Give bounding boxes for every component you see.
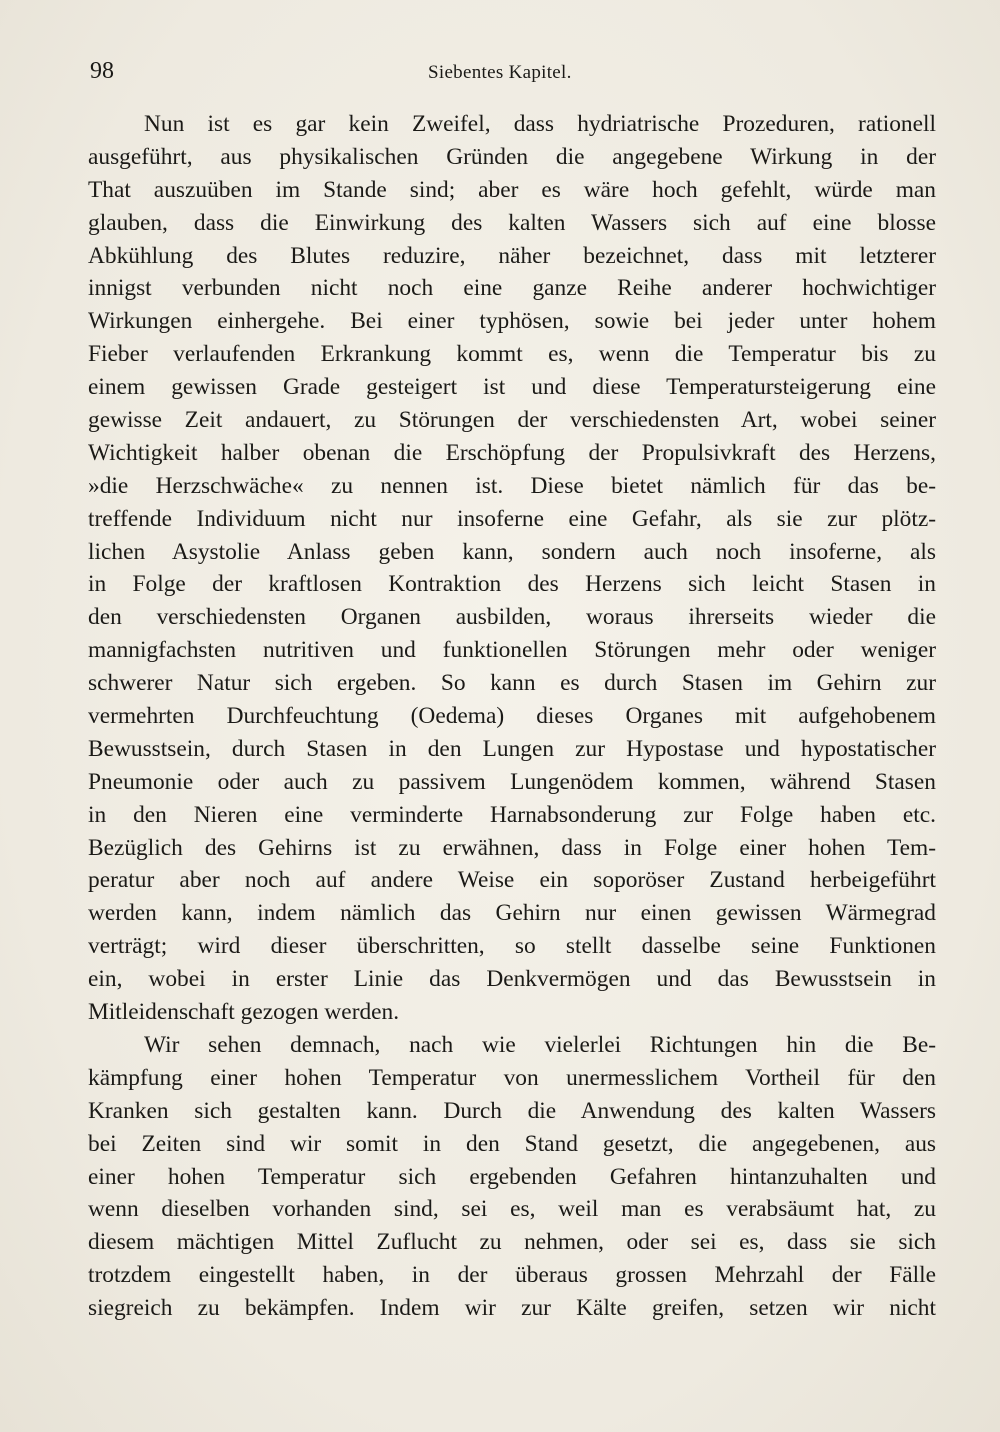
text-line: ein, wobei in erster Linie das Denkvermögen und das Bewusstsein in xyxy=(88,966,936,993)
page-number: 98 xyxy=(90,58,114,84)
text-line: lichen Asystolie Anlass geben kann, sondern auch noch insoferne, als xyxy=(88,538,936,565)
text-line: vermehrten Durchfeuchtung (Oedema) dieses Organes mit aufgehobenem xyxy=(88,703,936,730)
text-line: peratur aber noch auf andere Weise ein soporöser Zustand herbeigeführt xyxy=(88,867,936,894)
text-line: Mitleidenschaft gezogen werden. xyxy=(88,999,400,1026)
text-line: siegreich zu bekämpfen. Indem wir zur Kälte greifen, setzen wir nicht xyxy=(88,1295,936,1322)
text-line: verträgt; wird dieser überschritten, so stellt dasselbe seine Funktionen xyxy=(88,933,936,960)
text-line: Wirkungen einhergehe. Bei einer typhösen, sowie bei jeder unter hohem xyxy=(88,308,936,335)
text-line: treffende Individuum nicht nur insoferne eine Gefahr, als sie zur plötz- xyxy=(88,505,936,532)
text-line: Fieber verlaufenden Erkrankung kommt es, wenn die Temperatur bis zu xyxy=(88,341,936,368)
text-line: den verschiedensten Organen ausbilden, woraus ihrerseits wieder die xyxy=(88,604,936,631)
text-line: diesem mächtigen Mittel Zuflucht zu nehmen, oder sei es, dass sie sich xyxy=(88,1229,936,1256)
text-line: ausgeführt, aus physikalischen Gründen die angegebene Wirkung in der xyxy=(88,143,936,170)
text-line: einer hohen Temperatur sich ergebenden Gefahren hintanzuhalten und xyxy=(88,1163,936,1190)
text-line: Bewusstsein, durch Stasen in den Lungen zur Hypostase und hypostatischer xyxy=(88,735,936,762)
text-line: »die Herzschwäche« zu nennen ist. Diese bietet nämlich für das be- xyxy=(88,472,936,499)
text-line: kämpfung einer hohen Temperatur von unermesslichem Vortheil für den xyxy=(88,1064,936,1091)
text-line: bei Zeiten sind wir somit in den Stand gesetzt, die angegebenen, aus xyxy=(88,1130,936,1157)
text-line: Wir sehen demnach, nach wie vielerlei Richtungen hin die Be- xyxy=(144,1031,936,1058)
text-line: in Folge der kraftlosen Kontraktion des Herzens sich leicht Stasen in xyxy=(88,571,936,598)
text-line: Pneumonie oder auch zu passivem Lungenödem kommen, während Stasen xyxy=(88,768,936,795)
text-line: innigst verbunden nicht noch eine ganze Reihe anderer hochwichtiger xyxy=(88,275,936,302)
text-line: trotzdem eingestellt haben, in der überaus grossen Mehrzahl der Fälle xyxy=(88,1262,936,1289)
text-line: Wichtigkeit halber obenan die Erschöpfung der Propulsivkraft des Herzens, xyxy=(88,439,936,466)
text-line: mannigfachsten nutritiven und funktionellen Störungen mehr oder weniger xyxy=(88,637,936,664)
text-line: werden kann, indem nämlich das Gehirn nur einen gewissen Wärmegrad xyxy=(88,900,936,927)
chapter-title: Siebentes Kapitel. xyxy=(428,62,572,83)
text-line: That auszuüben im Stande sind; aber es wäre hoch gefehlt, würde man xyxy=(88,176,936,203)
text-line: Nun ist es gar kein Zweifel, dass hydriatrische Prozeduren, rationell xyxy=(144,111,936,137)
text-line: Abkühlung des Blutes reduzire, näher bezeichnet, dass mit letzterer xyxy=(88,242,936,269)
text-line: in den Nieren eine verminderte Harnabsonderung zur Folge haben etc. xyxy=(88,801,936,828)
text-line: glauben, dass die Einwirkung des kalten Wassers sich auf eine blosse xyxy=(88,209,936,236)
body-text xyxy=(88,108,936,1325)
text-line: wenn dieselben vorhanden sind, sei es, weil man es verabsäumt hat, zu xyxy=(88,1196,936,1223)
running-head xyxy=(90,58,930,88)
text-line: schwerer Natur sich ergeben. So kann es durch Stasen im Gehirn zur xyxy=(88,670,936,697)
text-line: einem gewissen Grade gesteigert ist und diese Temperatursteigerung eine xyxy=(88,374,936,401)
text-line: Bezüglich des Gehirns ist zu erwähnen, dass in Folge einer hohen Tem- xyxy=(88,834,936,861)
text-line: gewisse Zeit andauert, zu Störungen der verschiedensten Art, wobei seiner xyxy=(88,407,936,434)
text-line: Kranken sich gestalten kann. Durch die Anwendung des kalten Wassers xyxy=(88,1097,936,1124)
